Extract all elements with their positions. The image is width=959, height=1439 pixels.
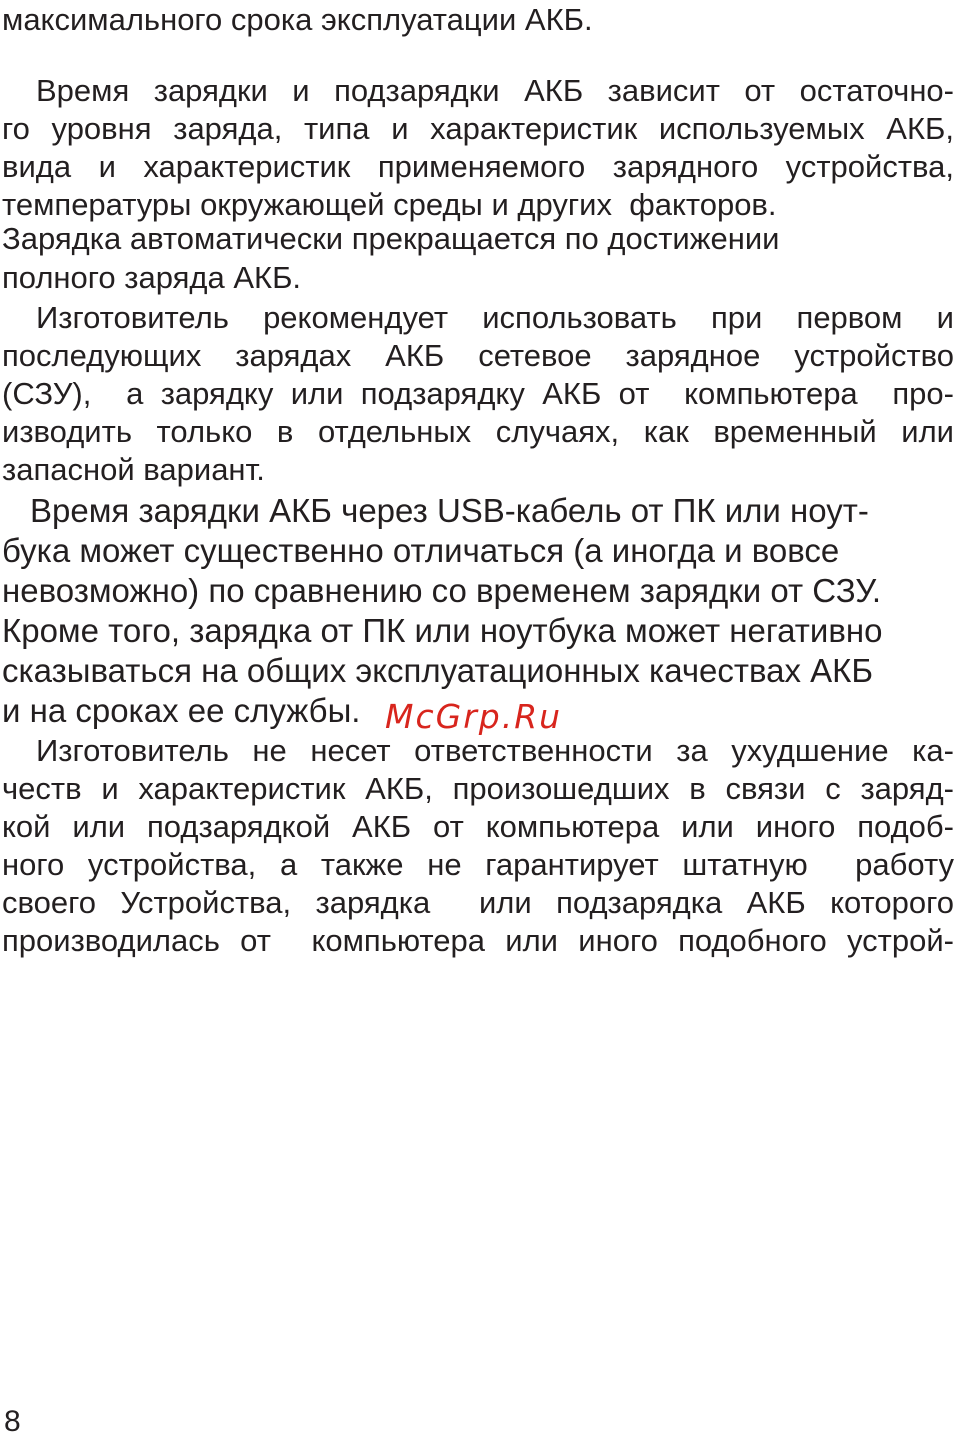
- text-line-1: максимального срока эксплуатации АКБ.: [2, 2, 593, 37]
- text-line-8: Изготовитель рекомендует использовать при первом и: [36, 300, 954, 335]
- text-line-14: бука может существенно отличаться (а иногда и вовсе: [2, 532, 840, 569]
- page-number: 8: [4, 1405, 21, 1438]
- text-line-15: невозможно) по сравнению со временем зарядки от СЗУ.: [2, 572, 882, 609]
- text-line-17: сказываться на общих эксплуатационных качествах АКБ: [2, 652, 874, 689]
- text-line-18: и на сроках ее службы.: [2, 692, 361, 729]
- watermark-logo: McGrp.Ru: [385, 697, 563, 736]
- text-line-23: своего Устройства, зарядка или подзарядка АКБ которого: [2, 885, 954, 920]
- text-line-6: Зарядка автоматически прекращается по достижении: [2, 221, 780, 256]
- text-line-20: честв и характеристик АКБ, произошедших в связи с заряд-: [2, 771, 954, 806]
- text-line-11: изводить только в отдельных случаях, как временный или: [2, 414, 954, 449]
- text-line-2: Время зарядки и подзарядки АКБ зависит от остаточно-: [36, 73, 954, 108]
- text-line-21: кой или подзарядкой АКБ от компьютера или иного подоб-: [2, 809, 954, 844]
- text-line-24: производилась от компьютера или иного подобного устрой-: [2, 923, 954, 958]
- text-line-7: полного заряда АКБ.: [2, 260, 302, 295]
- text-line-12: запасной вариант.: [2, 452, 265, 487]
- text-line-22: ного устройства, а также не гарантирует штатную работу: [2, 847, 954, 882]
- text-line-9: последующих зарядах АКБ сетевое зарядное устройство: [2, 338, 954, 373]
- text-line-4: вида и характеристик применяемого зарядного устройства,: [2, 149, 954, 184]
- text-line-3: го уровня заряда, типа и характеристик используемых АКБ,: [2, 111, 954, 146]
- text-line-10: (СЗУ), а зарядку или подзарядку АКБ от компьютера про-: [2, 376, 954, 411]
- text-line-13: Время зарядки АКБ через USB-кабель от ПК или ноут-: [30, 492, 869, 529]
- text-line-5: температуры окружающей среды и других факторов.: [2, 187, 777, 222]
- text-line-19: Изготовитель не несет ответственности за ухудшение ка-: [36, 733, 954, 768]
- text-line-16: Кроме того, зарядка от ПК или ноутбука может негативно: [2, 612, 883, 649]
